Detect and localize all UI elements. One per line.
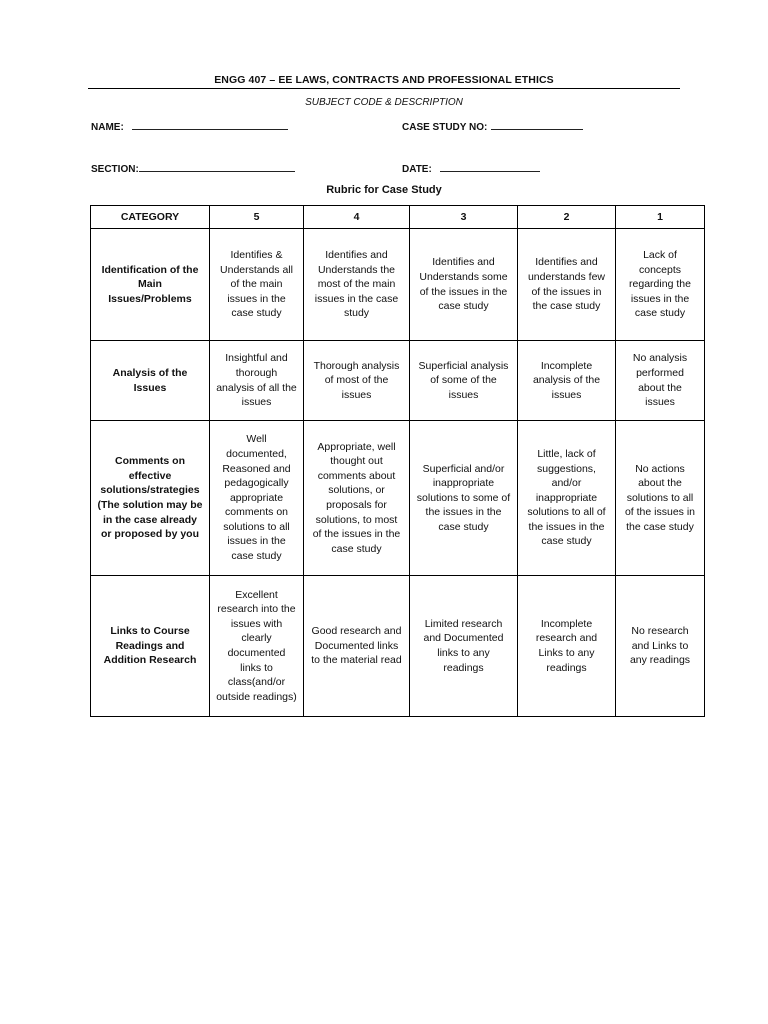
title-divider <box>88 88 680 89</box>
category-cell: Comments on effective solutions/strategies (The solution may be in the case already or proposed by you <box>91 421 210 576</box>
rubric-table <box>90 205 705 717</box>
score-4-cell: Appropriate, well thought out comments about solutions, or proposals for solutions, to most of the issues in the case study <box>304 421 410 576</box>
column-header-score-2: 2 <box>518 206 616 229</box>
rubric-row-solutions <box>91 421 705 576</box>
column-header-score-1: 1 <box>616 206 705 229</box>
score-4-cell: Identifies and Understands the most of the main issues in the case study <box>304 229 410 341</box>
score-3-cell: Superficial and/or inappropriate solutions to some of the issues in the case study <box>410 421 518 576</box>
date-label: DATE: <box>402 164 432 175</box>
score-3-cell: Limited research and Documented links to any readings <box>410 576 518 717</box>
score-1-cell: No analysis performed about the issues <box>616 341 705 421</box>
name-field <box>91 120 288 133</box>
score-1-cell: Lack of concepts regarding the issues in the case study <box>616 229 705 341</box>
rubric-header-row <box>91 206 705 229</box>
score-2-cell: Incomplete research and Links to any readings <box>518 576 616 717</box>
score-4-cell: Good research and Documented links to the material read <box>304 576 410 717</box>
section-field <box>91 162 295 175</box>
subject-code-caption: SUBJECT CODE & DESCRIPTION <box>305 97 463 108</box>
case-study-number-label: CASE STUDY NO: <box>402 122 488 133</box>
category-cell: Identification of the Main Issues/Problems <box>91 229 210 341</box>
score-5-cell: Excellent research into the issues with clearly documented links to class(and/or outside readings) <box>210 576 304 717</box>
section-label: SECTION: <box>91 164 139 175</box>
score-2-cell: Identifies and understands few of the issues in the case study <box>518 229 616 341</box>
name-label: NAME: <box>91 122 124 133</box>
rubric-row-analysis <box>91 341 705 421</box>
name-blank-line[interactable] <box>132 120 288 130</box>
score-1-cell: No actions about the solutions to all of the issues in the case study <box>616 421 705 576</box>
score-2-cell: Little, lack of suggestions, and/or inappropriate solutions to all of the issues in the case study <box>518 421 616 576</box>
case-study-number-blank-line[interactable] <box>491 120 583 130</box>
rubric-row-identification <box>91 229 705 341</box>
score-5-cell: Insightful and thorough analysis of all the issues <box>210 341 304 421</box>
column-header-score-3: 3 <box>410 206 518 229</box>
score-4-cell: Thorough analysis of most of the issues <box>304 341 410 421</box>
score-1-cell: No research and Links to any readings <box>616 576 705 717</box>
rubric-title: Rubric for Case Study <box>326 184 442 196</box>
column-header-score-4: 4 <box>304 206 410 229</box>
rubric-row-readings <box>91 576 705 717</box>
score-3-cell: Identifies and Understands some of the issues in the case study <box>410 229 518 341</box>
course-title: ENGG 407 – EE LAWS, CONTRACTS AND PROFESSIONAL ETHICS <box>214 74 554 86</box>
column-header-category: CATEGORY <box>91 206 210 229</box>
category-cell: Links to Course Readings and Addition Research <box>91 576 210 717</box>
case-study-number-field <box>402 120 583 133</box>
category-cell: Analysis of the Issues <box>91 341 210 421</box>
section-blank-line[interactable] <box>139 162 295 172</box>
column-header-score-5: 5 <box>210 206 304 229</box>
score-3-cell: Superficial analysis of some of the issues <box>410 341 518 421</box>
score-2-cell: Incomplete analysis of the issues <box>518 341 616 421</box>
score-5-cell: Identifies & Understands all of the main issues in the case study <box>210 229 304 341</box>
date-field <box>402 162 540 175</box>
score-5-cell: Well documented, Reasoned and pedagogically appropriate comments on solutions to all issues in the case study <box>210 421 304 576</box>
date-blank-line[interactable] <box>440 162 540 172</box>
